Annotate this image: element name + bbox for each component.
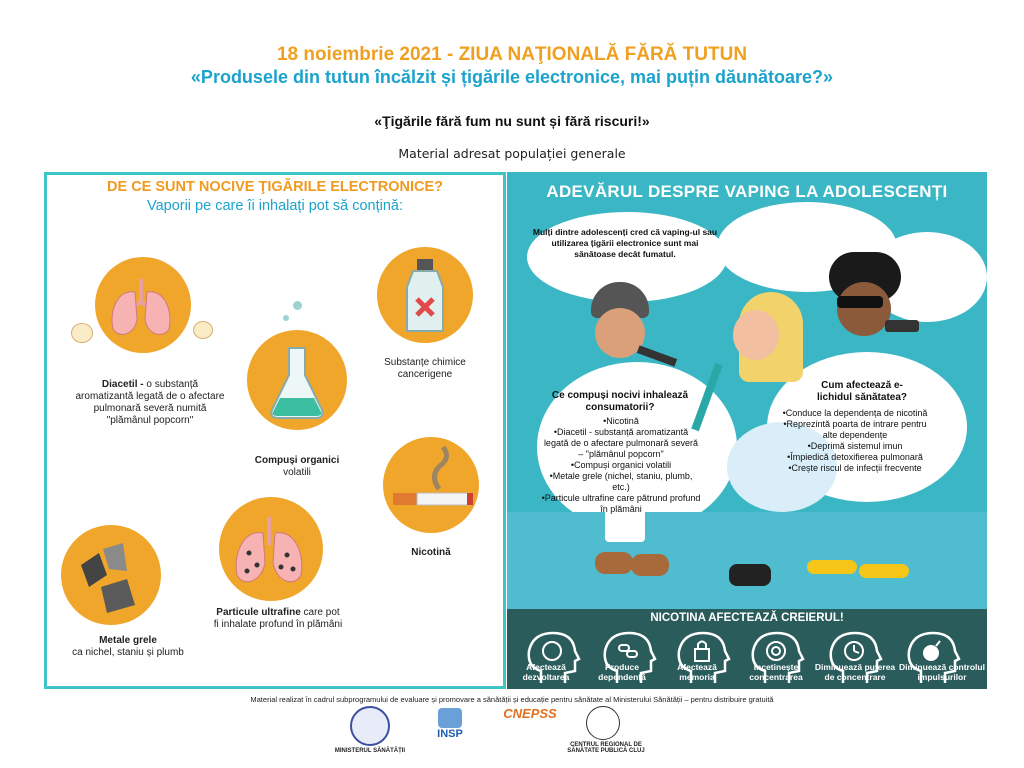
right-panel (507, 172, 987, 689)
sandal-icon (807, 560, 857, 574)
compounds-list (541, 416, 701, 515)
lungs-popcorn-illustration (95, 257, 191, 353)
diacetil-caption: Diacetil - o substanță aromatizantă legată de o afectare pulmonară severă numită "plămânul popcorn" (75, 379, 225, 426)
health-list (775, 408, 935, 474)
list-item: •Reprezintă poarta de intrare pentru alte dependențe (783, 419, 927, 440)
brain-effect-label: Afectează memoria (677, 662, 717, 682)
health-title: Cum afectează e-lichidul sănătatea? (816, 380, 908, 403)
ministerul-logo-label: MINISTERUL SĂNĂTĂȚII (334, 748, 406, 754)
shoe-icon (595, 552, 633, 574)
compusi-caption: Compuși organici volatili (254, 455, 340, 478)
vape-device-icon (885, 320, 919, 332)
crsp-logo-label: CENTRUL REGIONAL DE SĂNĂTATE PUBLICĂ CLUJ (567, 742, 645, 754)
bubble-icon (293, 301, 302, 310)
substante-caption: Substanțe chimice cancerigene (384, 357, 466, 380)
crsp-cluj-logo (586, 706, 620, 740)
list-item: •Crește riscul de infecții frecvente (788, 463, 922, 473)
insp-logo (430, 706, 470, 746)
footer-note: Material realizat în cadrul subprogramului de evaluare și promovare a sănătății și educație pentru sănătate al Ministerului Sănătății – pentru distribuire gratuită (250, 695, 774, 704)
nicotina-caption: Nicotină (411, 547, 451, 558)
left-panel-subtitle: Vaporii pe care îi inhalați pot să conțină: (146, 198, 404, 214)
sandal-icon (859, 564, 909, 578)
list-item: •Compuși organici volatili (570, 460, 672, 470)
brain-effects-title: NICOTINA AFECTEAZĂ CREIERUL! (650, 612, 844, 624)
intro-text: Mulți dintre adolescenți cred că vaping-ul sau utilizarea țigării electronice sunt mai sănătoase decât fumatul. (532, 227, 718, 259)
list-item: •Nicotină (603, 416, 639, 426)
page-quote: «Ţigările fără fum nu sunt și fără riscuri!» (374, 113, 650, 129)
heavy-metals-illustration (61, 525, 161, 625)
left-panel (44, 172, 506, 689)
flask-illustration (247, 330, 347, 430)
brain-effect-label: Diminuează controlul impulsurilor (899, 662, 985, 682)
teen-blonde-figure (729, 292, 809, 382)
water-ground (507, 512, 987, 612)
page-date-title: 18 noiembrie 2021 - ZIUA NAŢIONALĂ FĂRĂ TUTUN (276, 44, 748, 65)
right-panel-title: ADEVĂRUL DESPRE VAPING LA ADOLESCENȚI (546, 182, 948, 201)
list-item: •Conduce la dependența de nicotină (782, 408, 928, 418)
list-item: •Diacetil - substanță aromatizantă legată de o afectare pulmonară severă – "plămânul popcorn" (543, 427, 699, 459)
insp-logo-text: INSP (437, 728, 463, 740)
audience-note: Material adresat populației generale (398, 146, 626, 161)
particle-lungs-illustration (219, 497, 323, 601)
left-panel-title: DE CE SUNT NOCIVE ŢIGĂRILE ELECTRONICE? (107, 179, 443, 195)
shoe-icon (729, 564, 771, 586)
brain-effect-label: Afectează dezvoltarea (522, 662, 570, 682)
particule-caption: Particule ultrafine care pot fi inhalate profund în plămâni (213, 607, 343, 630)
bubble-icon (283, 315, 289, 321)
list-item: •Deprimă sistemul imun (807, 441, 903, 451)
page-subtitle: «Produsele din tutun încălzit și țigările electronice, mai puțin dăunătoare?» (190, 67, 834, 87)
brain-effect-label: Încetinește concentrarea (749, 662, 803, 682)
cnepss-logo-text: CNEPSS (503, 706, 557, 721)
popcorn-icon (193, 321, 213, 339)
compounds-title: Ce compuși nocivi inhalează consumatorii? (551, 390, 689, 413)
shoe-icon (631, 554, 669, 576)
popcorn-icon (71, 323, 93, 343)
cigarette-illustration (383, 437, 479, 533)
brain-effect-label: Diminuează puterea de concentrare (814, 662, 896, 682)
brain-effect-label: Produce dependență (598, 662, 646, 682)
chemical-bottle-illustration (377, 247, 473, 343)
cnepss-logo (490, 706, 570, 736)
ministerul-sanatatii-logo (350, 706, 390, 746)
list-item: •Împiedică detoxifierea pulmonară (787, 452, 923, 462)
list-item: •Metale grele (nichel, staniu, plumb, etc.) (549, 471, 693, 492)
metale-caption: Metale grele ca nichel, staniu și plumb (72, 635, 184, 658)
list-item: •Particule ultrafine care pătrund profund în plămâni (541, 493, 701, 514)
